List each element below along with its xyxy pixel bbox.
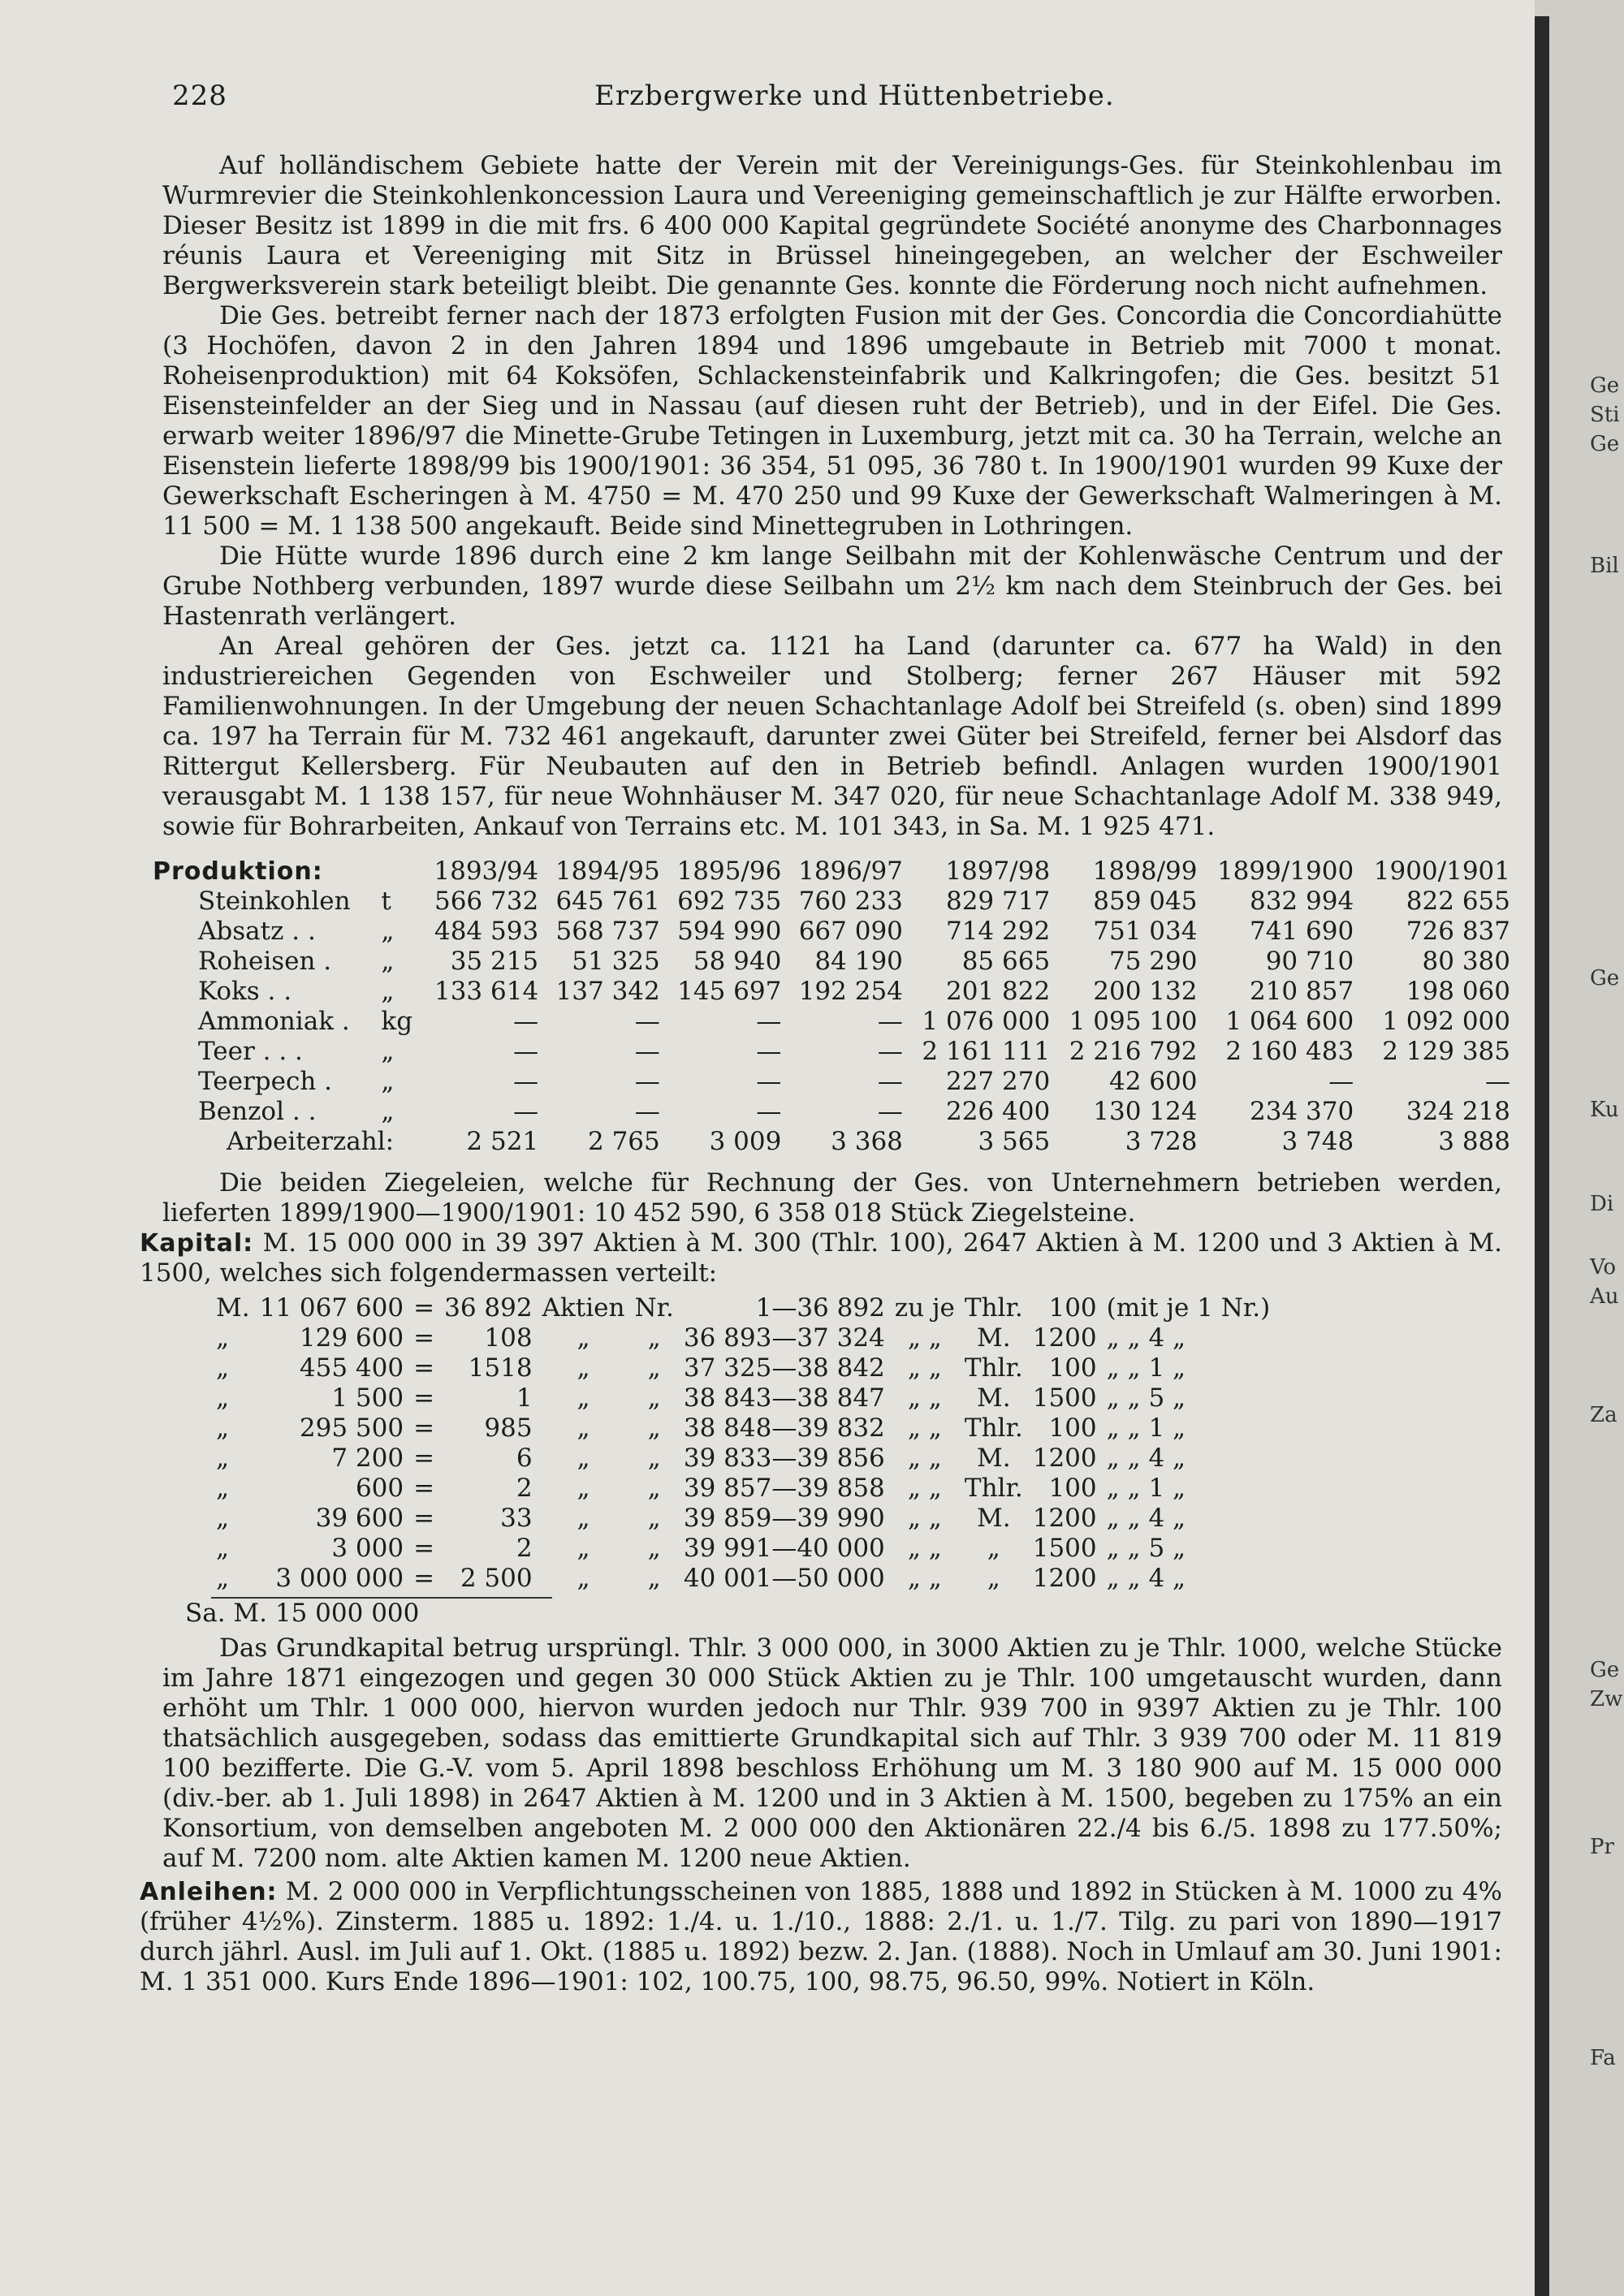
production-value: 566 732: [434, 887, 539, 916]
product-name: Absatz . .: [198, 917, 316, 946]
year-header: 1893/94: [434, 857, 539, 886]
production-value: 859 045: [1093, 887, 1198, 916]
amount: 129 600: [299, 1323, 404, 1353]
workers-value: 3 368: [831, 1127, 903, 1156]
amount: 3 000: [331, 1534, 404, 1563]
number-range: 38 843—38 847: [683, 1383, 885, 1413]
production-value: 85 665: [961, 947, 1051, 976]
product-name: Koks . .: [198, 977, 292, 1006]
share-count: 985: [484, 1413, 533, 1443]
year-header: 1896/97: [798, 857, 903, 886]
production-value: 324 218: [1406, 1097, 1510, 1126]
share-count: 2: [516, 1474, 533, 1503]
loans-text: M. 2 000 000 in Verpflichtungsscheinen von 1885, 1888 und 1892 in Stücken à M. 1000 zu 4% (früher 4½%). Zinsterm. 1885 u. 1892: 1./4. u. 1./10., 1888: 2./1. u. 1./7. Tilg. zu pari von 1890—1917 durch jährl. Ausl. im Juli auf 1. Okt. (1885 u. 1892) bezw. 2. Jan. (1888). Noch in Umlauf am 30. Juni 1901: M. 1 351 000. Kurs Ende 1896—1901: 102, 100.75, 100, 98.75, 96.50, 99%. Notiert in Köln.: [140, 1877, 1502, 1996]
capital-history-paragraph: Das Grundkapital betrug ursprüngl. Thlr. 3 000 000, in 3000 Aktien zu je Thlr. 1000, welche Stücke im Jahre 1871 eingezogen und gegen 30 000 Stück Aktien zu je Thlr. 100 umgetauscht wurden, dann erhöht um Thlr. 1 000 000, hiervon wurden jedoch nur Thlr. 939 700 in 9397 Aktien zu je Thlr. 100 thatsächlich ausgegeben, sodass das emittierte Grundkapital sich auf Thlr. 3 939 700 oder M. 11 819 100 bezifferte. Die G.-V. vom 5. April 1898 beschloss Erhöhung um M. 3 180 900 auf M. 15 000 000 (div.-ber. ab 1. Juli 1898) in 2647 Aktien à M. 1200 und in 3 Aktien à M. 1500, begeben zu 175% an ein Konsortium, von demselben angeboten M. 2 000 000 den Aktionären 22./4 bis 6./5. 1898 zu 177.50%; auf M. 7200 nom. alte Aktien kamen M. 1200 neue Aktien.: [162, 1634, 1502, 1873]
production-value: 227 270: [945, 1067, 1051, 1096]
production-row: [149, 1007, 1514, 1037]
per-share-label: „ „: [907, 1413, 942, 1443]
production-value: 80 380: [1422, 947, 1510, 976]
workers-value: 3 888: [1438, 1127, 1510, 1156]
page-number: 228: [172, 80, 227, 112]
production-value: 751 034: [1093, 917, 1198, 946]
number-abbrev: „: [647, 1413, 661, 1443]
year-header: 1897/98: [945, 857, 1051, 886]
running-title: Erzbergwerke und Hüttenbetriebe.: [594, 80, 1115, 112]
production-value: 133 614: [434, 977, 539, 1006]
production-value: 741 690: [1249, 917, 1354, 946]
production-value: 484 593: [434, 917, 539, 946]
production-table: [149, 857, 1514, 1157]
production-label: Produktion:: [153, 857, 323, 886]
production-value: 75 290: [1108, 947, 1198, 976]
production-value: 130 124: [1093, 1097, 1198, 1126]
currency: „: [216, 1534, 230, 1563]
nominal-unit: Thlr.: [964, 1353, 1023, 1383]
shares-word: „: [577, 1413, 590, 1443]
amount: 1 500: [331, 1383, 404, 1413]
production-value: 51 325: [572, 947, 660, 976]
workers-value: 2 521: [466, 1127, 539, 1156]
capital-row: [211, 1383, 1275, 1413]
number-range: 39 991—40 000: [683, 1534, 885, 1563]
shares-word: Aktien: [542, 1293, 625, 1323]
number-note: „ „ 1 „: [1106, 1353, 1186, 1383]
number-note: (mit je 1 Nr.): [1106, 1293, 1271, 1323]
production-row: [149, 947, 1514, 977]
workers-value: 3 748: [1281, 1127, 1354, 1156]
product-unit: kg: [381, 1007, 413, 1036]
production-row: [149, 917, 1514, 947]
equals-sign: =: [413, 1504, 435, 1533]
production-header-row: [149, 857, 1514, 887]
production-value: 84 190: [814, 947, 903, 976]
nominal-unit: Thlr.: [964, 1474, 1023, 1503]
per-share-label: „ „: [907, 1504, 942, 1533]
capital-row: [211, 1504, 1275, 1534]
margin-fragment: Au: [1590, 1284, 1619, 1309]
nominal-value: 1200: [1032, 1564, 1097, 1593]
share-count: 36 892: [444, 1293, 533, 1323]
production-value: —: [634, 1037, 660, 1066]
share-count: 1518: [468, 1353, 533, 1383]
per-share-label: „ „: [907, 1383, 942, 1413]
capital-row: [211, 1564, 1275, 1594]
amount: 39 600: [315, 1504, 404, 1533]
workers-value: 2 765: [588, 1127, 660, 1156]
production-value: 198 060: [1406, 977, 1510, 1006]
margin-fragment: Ku: [1590, 1098, 1619, 1122]
equals-sign: =: [413, 1413, 435, 1443]
nominal-value: 1200: [1032, 1444, 1097, 1473]
capital-label: Kapital:: [140, 1229, 254, 1258]
product-name: Ammoniak .: [198, 1007, 350, 1036]
margin-fragment: Zw: [1590, 1687, 1623, 1711]
production-value: —: [877, 1007, 903, 1036]
production-value: 42 600: [1108, 1067, 1198, 1096]
number-note: „ „ 1 „: [1106, 1474, 1186, 1503]
shares-word: „: [577, 1444, 590, 1473]
number-range: 40 001—50 000: [683, 1564, 885, 1593]
production-value: 58 940: [693, 947, 782, 976]
production-value: —: [756, 1037, 782, 1066]
workers-value: 3 565: [978, 1127, 1051, 1156]
per-share-label: „ „: [907, 1353, 942, 1383]
currency: „: [216, 1504, 230, 1533]
production-value: 192 254: [798, 977, 903, 1006]
number-abbrev: „: [647, 1504, 661, 1533]
production-value: 2 216 792: [1069, 1037, 1198, 1066]
production-value: 145 697: [677, 977, 782, 1006]
shares-word: „: [577, 1534, 590, 1563]
nominal-value: 100: [1048, 1293, 1097, 1323]
binding-shadow: [1535, 16, 1549, 2296]
nominal-unit: M.: [977, 1504, 1011, 1533]
amount: 11 067 600: [259, 1293, 404, 1323]
year-header: 1900/1901: [1373, 857, 1510, 886]
currency: „: [216, 1474, 230, 1503]
nominal-value: 1500: [1032, 1534, 1097, 1563]
margin-fragment: Vo: [1590, 1255, 1617, 1280]
shares-word: „: [577, 1474, 590, 1503]
margin-fragment: Bil: [1590, 554, 1619, 578]
page-header: [172, 80, 1504, 120]
currency: „: [216, 1383, 230, 1413]
nominal-unit: M.: [977, 1323, 1011, 1353]
margin-fragment: Sti: [1590, 403, 1620, 427]
margin-fragment: Ge: [1590, 1658, 1620, 1682]
nominal-unit: „: [987, 1534, 1000, 1563]
margin-fragment: Fa: [1590, 2046, 1616, 2070]
product-name: Teer . . .: [198, 1037, 303, 1066]
number-note: „ „ 4 „: [1106, 1564, 1186, 1593]
production-row: [149, 1037, 1514, 1067]
production-value: 1 092 000: [1382, 1007, 1510, 1036]
year-header: 1895/96: [676, 857, 782, 886]
production-value: —: [1328, 1067, 1354, 1096]
currency: „: [216, 1353, 230, 1383]
capital-table: [211, 1293, 1275, 1594]
production-value: —: [513, 1007, 539, 1036]
product-unit: „: [381, 977, 395, 1006]
loans-section: [140, 1877, 1502, 1997]
capital-row: [211, 1323, 1275, 1353]
production-value: —: [877, 1097, 903, 1126]
product-name: Benzol . .: [198, 1097, 317, 1126]
shares-word: „: [577, 1323, 590, 1353]
number-abbrev: Nr.: [634, 1293, 674, 1323]
number-abbrev: „: [647, 1323, 661, 1353]
nominal-value: 100: [1048, 1353, 1097, 1383]
number-abbrev: „: [647, 1534, 661, 1563]
production-value: —: [634, 1007, 660, 1036]
production-value: 1 095 100: [1069, 1007, 1198, 1036]
capital-row: [211, 1534, 1275, 1564]
production-value: 645 761: [555, 887, 660, 916]
shares-word: „: [577, 1504, 590, 1533]
product-name: Steinkohlen: [198, 887, 351, 916]
per-share-label: „ „: [907, 1444, 942, 1473]
production-value: —: [756, 1007, 782, 1036]
nominal-value: 100: [1048, 1474, 1097, 1503]
number-abbrev: „: [647, 1474, 661, 1503]
margin-fragment: Di: [1590, 1192, 1614, 1216]
product-name: Teerpech .: [198, 1067, 333, 1096]
empty-cell: [378, 857, 420, 887]
production-value: —: [877, 1067, 903, 1096]
nominal-unit: „: [987, 1564, 1000, 1593]
shares-word: „: [577, 1564, 590, 1593]
production-value: 200 132: [1093, 977, 1198, 1006]
equals-sign: =: [413, 1383, 435, 1413]
production-value: 760 233: [798, 887, 903, 916]
number-note: „ „ 1 „: [1106, 1413, 1186, 1443]
nominal-value: 1500: [1032, 1383, 1097, 1413]
production-value: —: [756, 1097, 782, 1126]
production-value: —: [634, 1067, 660, 1096]
production-value: 201 822: [945, 977, 1051, 1006]
number-note: „ „ 4 „: [1106, 1323, 1186, 1353]
capital-row: [211, 1474, 1275, 1504]
paragraph: Auf holländischem Gebiete hatte der Verein mit der Vereinigungs-Ges. für Steinkohlenbau im Wurmrevier die Steinkohlenkoncession Laura und Vereeniging gemeinschaftlich je zur Hälfte erworben. Dieser Besitz ist 1899 in die mit frs. 6 400 000 Kapital gegründete Société anonyme des Charbonnages réunis Laura et Vereeniging mit Sitz in Brüssel hineingegeben, an welcher der Eschweiler Bergwerksverein stark beteiligt bleibt. Die genannte Ges. konnte die Förderung noch nicht aufnehmen.: [162, 151, 1502, 300]
currency: „: [216, 1564, 230, 1593]
production-value: 226 400: [945, 1097, 1051, 1126]
paragraph: Die Hütte wurde 1896 durch eine 2 km lange Seilbahn mit der Kohlenwäsche Centrum und der Grube Nothberg verbunden, 1897 wurde diese Seilbahn um 2½ km nach dem Steinbruch der Ges. bei Hastenrath verlängert.: [162, 542, 1502, 631]
year-header: 1898/99: [1092, 857, 1198, 886]
currency: M.: [216, 1293, 250, 1323]
paragraph: Die Ges. betreibt ferner nach der 1873 erfolgten Fusion mit der Ges. Concordia die Concordiahütte (3 Hochöfen, davon 2 in den Jahren 1894 und 1896 umgebaute in Betrieb mit 7000 t monat. Roheisenproduktion) mit 64 Koksöfen, Schlackensteinfabrik und Kalkringofen; die Ges. besitzt 51 Eisensteinfelder an der Sieg und in Nassau (auf diesen ruht der Betrieb), und in der Eifel. Die Ges. erwarb weiter 1896/97 die Minette-Grube Tetingen in Luxemburg, jetzt mit ca. 30 ha Terrain, welche an Eisenstein lieferte 1898/99 bis 1900/1901: 36 354, 51 095, 36 780 t. In 1900/1901 wurden 99 Kuxe der Gewerkschaft Escheringen à M. 4750 = M. 470 250 und 99 Kuxe der Gewerkschaft Walmeringen à M. 11 500 = M. 1 138 500 angekauft. Beide sind Minettegruben in Lothringen.: [162, 301, 1502, 541]
number-note: „ „ 5 „: [1106, 1383, 1186, 1413]
product-unit: „: [381, 1097, 395, 1126]
production-value: 210 857: [1249, 977, 1354, 1006]
equals-sign: =: [413, 1534, 435, 1563]
equals-sign: =: [413, 1323, 435, 1353]
production-value: 829 717: [945, 887, 1051, 916]
share-count: 6: [516, 1444, 533, 1473]
capital-row: [211, 1353, 1275, 1383]
production-row: [149, 977, 1514, 1007]
production-value: 714 292: [945, 917, 1051, 946]
capital-sum: Sa. M. 15 000 000: [185, 1599, 420, 1628]
capital-section: [140, 1228, 1502, 1288]
number-note: „ „ 4 „: [1106, 1444, 1186, 1473]
production-value: —: [634, 1097, 660, 1126]
product-name: Roheisen .: [198, 947, 332, 976]
production-row: [149, 1097, 1514, 1127]
paragraph: An Areal gehören der Ges. jetzt ca. 1121 ha Land (darunter ca. 677 ha Wald) in den industriereichen Gegenden von Eschweiler und Stolberg; ferner 267 Häuser mit 592 Familienwohnungen. In der Umgebung der neuen Schachtanlage Adolf bei Streifeld (s. oben) sind 1899 ca. 197 ha Terrain für M. 732 461 angekauft, darunter zwei Güter bei Streifeld, ferner bei Alsdorf das Rittergut Kellersberg. Für Neubauten auf den in Betrieb befindl. Anlagen wurden 1900/1901 verausgabt M. 1 138 157, für neue Wohnhäuser M. 347 020, für neue Schachtanlage Adolf M. 338 949, sowie für Bohrarbeiten, Ankauf von Terrains etc. M. 101 343, in Sa. M. 1 925 471.: [162, 632, 1502, 841]
margin-fragment: Za: [1590, 1403, 1618, 1427]
production-value: 667 090: [798, 917, 903, 946]
number-range: 39 859—39 990: [683, 1504, 885, 1533]
workers-value: 3 728: [1125, 1127, 1198, 1156]
nominal-value: 1200: [1032, 1504, 1097, 1533]
currency: „: [216, 1323, 230, 1353]
capital-intro: M. 15 000 000 in 39 397 Aktien à M. 300 (Thlr. 100), 2647 Aktien à M. 1200 und 3 Aktien à M. 1500, welches sich folgendermassen verteilt:: [140, 1228, 1503, 1288]
per-share-label: „ „: [907, 1474, 942, 1503]
production-value: 2 129 385: [1382, 1037, 1510, 1066]
number-abbrev: „: [647, 1353, 661, 1383]
margin-fragment: Ge: [1590, 966, 1620, 990]
number-range: 36 893—37 324: [683, 1323, 885, 1353]
margin-fragment: Ge: [1590, 373, 1620, 398]
production-value: —: [513, 1097, 539, 1126]
production-value: 594 990: [677, 917, 782, 946]
amount: 600: [355, 1474, 404, 1503]
number-range: 37 325—38 842: [683, 1353, 885, 1383]
number-abbrev: „: [647, 1444, 661, 1473]
production-value: 234 370: [1249, 1097, 1354, 1126]
page-content: [140, 151, 1510, 1997]
number-range: 39 857—39 858: [683, 1474, 885, 1503]
production-value: 35 215: [450, 947, 539, 976]
equals-sign: =: [413, 1353, 435, 1383]
shares-word: „: [577, 1383, 590, 1413]
production-value: 90 710: [1265, 947, 1354, 976]
margin-fragment: Pr: [1590, 1835, 1614, 1859]
number-abbrev: „: [647, 1564, 661, 1593]
capital-row: [211, 1413, 1275, 1444]
workers-label: Arbeiterzahl:: [227, 1127, 395, 1156]
production-value: 822 655: [1406, 887, 1510, 916]
number-range: 38 848—39 832: [683, 1413, 885, 1443]
production-value: 137 342: [555, 977, 660, 1006]
per-share-label: zu je: [894, 1293, 955, 1323]
share-count: 1: [516, 1383, 533, 1413]
per-share-label: „ „: [907, 1534, 942, 1563]
production-value: 726 837: [1406, 917, 1510, 946]
amount: 7 200: [331, 1444, 404, 1473]
production-row: [149, 887, 1514, 917]
production-value: —: [1485, 1067, 1510, 1096]
amount: 295 500: [299, 1413, 404, 1443]
production-value: 832 994: [1249, 887, 1354, 916]
amount: 455 400: [299, 1353, 404, 1383]
share-count: 108: [484, 1323, 533, 1353]
production-value: —: [756, 1067, 782, 1096]
product-unit: „: [381, 917, 395, 946]
per-share-label: „ „: [907, 1564, 942, 1593]
nominal-unit: Thlr.: [964, 1293, 1023, 1323]
equals-sign: =: [413, 1293, 435, 1323]
production-value: 2 161 111: [922, 1037, 1051, 1066]
currency: „: [216, 1413, 230, 1443]
share-count: 2: [516, 1534, 533, 1563]
share-count: 2 500: [460, 1564, 533, 1593]
shares-word: „: [577, 1353, 590, 1383]
per-share-label: „ „: [907, 1323, 942, 1353]
amount: 3 000 000: [275, 1564, 404, 1593]
product-unit: „: [381, 947, 395, 976]
equals-sign: =: [413, 1564, 435, 1593]
production-value: 692 735: [677, 887, 782, 916]
brickworks-paragraph: Die beiden Ziegeleien, welche für Rechnung der Ges. von Unternehmern betrieben werden, lieferten 1899/1900—1900/1901: 10 452 590, 6 358 018 Stück Ziegelsteine.: [162, 1168, 1502, 1228]
number-note: „ „ 4 „: [1106, 1504, 1186, 1533]
year-header: 1894/95: [555, 857, 660, 886]
product-unit: „: [381, 1037, 395, 1066]
share-count: 33: [500, 1504, 533, 1533]
workers-value: 3 009: [709, 1127, 782, 1156]
nominal-value: 100: [1048, 1413, 1097, 1443]
number-range: 1—36 892: [755, 1293, 885, 1323]
nominal-unit: M.: [977, 1444, 1011, 1473]
product-unit: t: [381, 887, 391, 916]
equals-sign: =: [413, 1444, 435, 1473]
year-header: 1899/1900: [1216, 857, 1354, 886]
workers-row: [149, 1127, 1514, 1157]
capital-row: [211, 1444, 1275, 1474]
production-value: 1 064 600: [1225, 1007, 1354, 1036]
currency: „: [216, 1444, 230, 1473]
production-row: [149, 1067, 1514, 1097]
number-abbrev: „: [647, 1383, 661, 1413]
nominal-unit: M.: [977, 1383, 1011, 1413]
margin-fragment: Ge: [1590, 432, 1620, 456]
production-value: —: [877, 1037, 903, 1066]
production-value: —: [513, 1067, 539, 1096]
loans-label: Anleihen:: [140, 1878, 278, 1906]
production-value: 568 737: [555, 917, 660, 946]
production-value: 1 076 000: [922, 1007, 1051, 1036]
product-unit: „: [381, 1067, 395, 1096]
equals-sign: =: [413, 1474, 435, 1503]
nominal-value: 1200: [1032, 1323, 1097, 1353]
capital-row: [211, 1293, 1275, 1323]
nominal-unit: Thlr.: [964, 1413, 1023, 1443]
number-range: 39 833—39 856: [683, 1444, 885, 1473]
number-note: „ „ 5 „: [1106, 1534, 1186, 1563]
production-value: 2 160 483: [1225, 1037, 1354, 1066]
production-value: —: [513, 1037, 539, 1066]
